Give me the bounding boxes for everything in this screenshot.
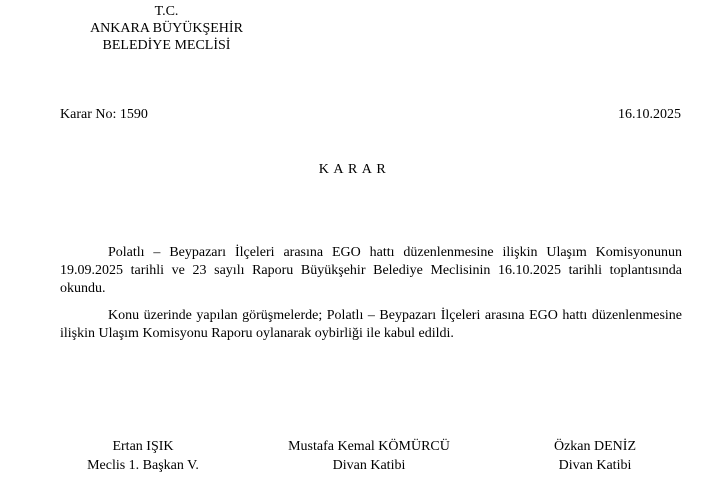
signatory-title: Divan Katibi — [558, 458, 632, 473]
signatory-title: Meclis 1. Başkan V. — [87, 458, 199, 473]
signatory-name: Ertan IŞIK — [112, 439, 174, 454]
decision-number: Karar No: 1590 — [60, 107, 148, 122]
decision-title: KARAR — [318, 162, 391, 177]
header-line-municipality: ANKARA BÜYÜKŞEHİR — [90, 21, 243, 36]
body-paragraph-1: Polatlı – Beypazarı İlçeleri arasına EGO hattı düzenlenmesine ilişkin Ulaşım Komisyonunun 19.09.2025 tarihli ve 23 sayılı Raporu Büyükşehir Belediye Meclisinin 16.10.2025 tarihli toplantısında okundu. — [60, 245, 682, 296]
decision-date: 16.10.2025 — [618, 107, 681, 122]
decision-body — [60, 244, 682, 352]
signatory-name: Mustafa Kemal KÖMÜRCÜ — [288, 439, 450, 454]
signatory-title: Divan Katibi — [332, 458, 406, 473]
signature-block-clerk-1 — [266, 437, 472, 475]
header-line-council: BELEDİYE MECLİSİ — [102, 38, 231, 53]
header-line-tc: T.C. — [154, 4, 179, 19]
signature-block-clerk-2 — [525, 437, 665, 475]
document-header — [60, 3, 273, 54]
signature-block-chair — [60, 437, 226, 475]
signatory-name: Özkan DENİZ — [553, 439, 637, 454]
body-paragraph-2: Konu üzerinde yapılan görüşmelerde; Polatlı – Beypazarı İlçeleri arasına EGO hattı düzenlenmesine ilişkin Ulaşım Komisyonu Raporu oylanarak oybirliği ile kabul edildi. — [60, 308, 682, 341]
